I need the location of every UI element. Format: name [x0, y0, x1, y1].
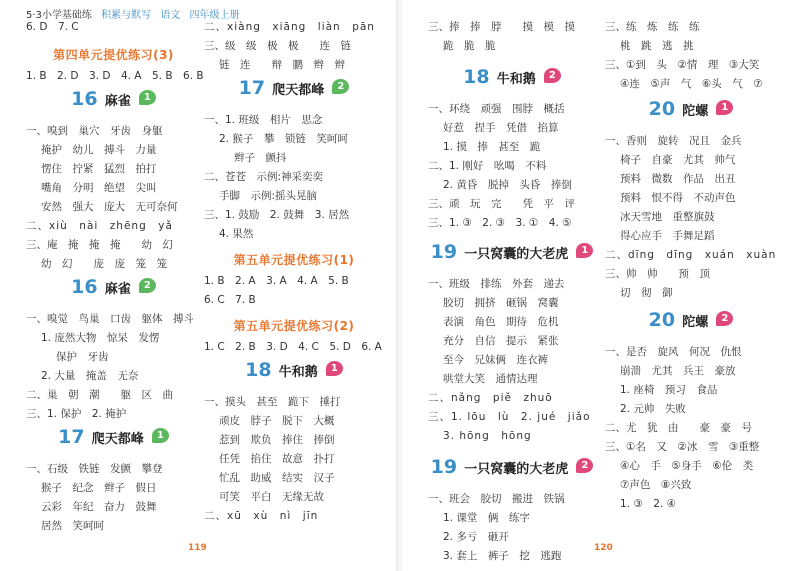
answer-line: 表演 角色 期待 危机 [443, 316, 559, 328]
answer-line: 惹到 欺负 捧住 捧倒 [219, 434, 335, 446]
answer-line: 一、环绕 顽强 围脖 概括 [428, 103, 565, 115]
lesson-number: 16 [71, 88, 98, 110]
answer-line: ⑦声色 ⑧兴致 [620, 479, 692, 491]
answer-line: ④心 手 ⑤身手 ⑥伦 类 [620, 460, 754, 472]
answer-line: 三、顽 玩 完 凭 平 评 [428, 198, 575, 210]
answer-line: 三、1. ③ 2. ③ 3. ① 4. ⑤ [428, 217, 572, 229]
answer-line: 二、xū xù nì jīn [204, 510, 319, 522]
answer-line: 好惹 捏手 凭借 掐算 [443, 122, 559, 134]
lesson-number: 18 [463, 66, 490, 88]
answer-line: 三、练 炼 练 练 [605, 21, 700, 33]
answer-line: 得心应手 手舞足蹈 [620, 230, 715, 242]
answer-line: 6. D 7. C [26, 21, 79, 33]
answer-line: 充分 自信 提示 紧张 [443, 335, 559, 347]
answer-line: 6. C 7. B [204, 294, 256, 306]
answer-line: 二、苍苍 示例:神采奕奕 [204, 171, 324, 183]
exercise-badge: 1 [716, 100, 733, 115]
answer-line: 预料 恨不得 不动声色 [620, 192, 736, 204]
answer-line: 至今 兄妹俩 连衣裤 [443, 354, 548, 366]
answer-line: 一、班级 排练 外套 递去 [428, 278, 565, 290]
exercise-badge: 1 [576, 243, 593, 258]
answer-line: 1. B 2. D 3. D 4. A 5. B 6. B [26, 70, 204, 82]
lesson-heading [26, 276, 201, 310]
answer-line: 三、1. 保护 2. 掩护 [26, 408, 127, 420]
answer-line: 1. 庞然大物 惊呆 发愣 [41, 332, 160, 344]
lesson-title: 麻雀 [104, 281, 131, 297]
answer-line: 切 彻 御 [620, 287, 673, 299]
answer-line: 三、①名 又 ②冰 雪 ③重整 [605, 441, 760, 453]
subject: 语文 [160, 10, 181, 21]
answer-line: 哄堂大笑 通情达理 [443, 373, 538, 385]
answer-line: 二、尤 犹 由 豪 豪 号 [605, 422, 752, 434]
answer-column-3 [428, 18, 596, 566]
book-title: 积累与默写 [101, 10, 152, 21]
answer-line: 2. 黄昏 脱掉 头昏 捧倒 [443, 179, 572, 191]
answer-line: 一、嗅觉 鸟巢 口齿 躯体 搏斗 [26, 313, 194, 325]
answer-line: 安然 强大 庞大 无可奈何 [41, 201, 178, 213]
answer-line: 任凭 掐住 故意 扑打 [219, 453, 335, 465]
lesson-number: 17 [238, 77, 266, 99]
answer-line: 1. 座椅 预习 食品 [620, 384, 718, 396]
unit-title: 第四单元提优练习(3) [53, 48, 174, 62]
answer-line: 二、xiàng xiāng liàn pān [204, 21, 375, 33]
lesson-number: 17 [58, 426, 85, 448]
exercise-badge: 2 [139, 278, 156, 293]
answer-line: 三、庵 掩 掩 掩 幼 幻 [26, 239, 173, 251]
answer-line: 预料 微数 作品 出丑 [620, 173, 736, 185]
answer-line: 一、1. 班级 相片 思念 [204, 114, 323, 126]
lesson-heading [605, 309, 777, 343]
answer-column-4 [605, 18, 777, 514]
answer-line: 胶切 拥挤 砸锅 窝囊 [443, 297, 559, 309]
answer-line: 愣住 拧紧 猛烈 拍打 [41, 163, 157, 175]
answer-line: 掩护 幼儿 搏斗 力量 [41, 144, 157, 156]
lesson-title: 牛和鹅 [278, 364, 318, 380]
answer-line: 1. 摸 捧 甚至 跪 [443, 141, 541, 153]
answer-line: 1. C 2. B 3. D 4. C 5. D 6. A [204, 341, 382, 353]
exercise-badge: 2 [332, 79, 349, 94]
answer-line: 云彩 年纪 奋力 鼓舞 [41, 501, 157, 513]
lesson-heading [605, 98, 777, 132]
answer-line: 辫子 颤抖 [234, 152, 287, 164]
lesson-title: 麻雀 [104, 93, 131, 109]
lesson-heading [428, 241, 596, 275]
answer-line: 2. 元帅 失败 [620, 403, 686, 415]
lesson-heading [428, 66, 596, 100]
lesson-title: 爬天都峰 [91, 431, 144, 447]
unit-title: 第五单元提优练习(1) [233, 253, 355, 267]
lesson-heading [428, 456, 596, 490]
answer-line: 桃 跳 逃 挑 [620, 40, 694, 52]
exercise-badge: 1 [152, 428, 169, 443]
lesson-title: 牛和鹅 [496, 71, 536, 87]
answer-line: 2. 多亏 砸开 [443, 531, 509, 543]
answer-line: 三、1. lōu lù 2. jué jiǎo [428, 411, 591, 423]
answer-line: 一、是否 旋风 何况 仇恨 [605, 346, 742, 358]
answer-line: 幼 幻 庞 庞 笼 笼 [41, 258, 167, 270]
answer-line: 保护 牙齿 [56, 351, 109, 363]
exercise-badge: 1 [139, 90, 156, 105]
right-page [402, 0, 800, 571]
answer-line: 跪 脆 脆 [443, 40, 496, 52]
unit-title: 第五单元提优练习(2) [233, 319, 355, 333]
lesson-title: 一只窝囊的大老虎 [464, 461, 569, 477]
lesson-number: 20 [648, 98, 676, 120]
answer-line: 手脚 示例:摇头晃脑 [219, 190, 318, 202]
lesson-number: 16 [71, 276, 98, 298]
exercise-badge: 1 [326, 361, 343, 376]
lesson-number: 19 [430, 456, 458, 478]
answer-line: 忙乱 助威 结实 汉子 [219, 472, 335, 484]
page-number: 120 [594, 543, 613, 553]
page-number: 119 [188, 543, 207, 553]
left-page [0, 0, 398, 571]
answer-line: 一、香则 旋转 况且 金兵 [605, 135, 742, 147]
answer-line: 顽皮 脖子 脱下 大概 [219, 415, 335, 427]
answer-line: 二、xiù nài zhēng yǎ [26, 220, 173, 232]
lesson-heading [204, 359, 384, 393]
lesson-number: 18 [245, 359, 272, 381]
answer-line: 2. 大量 掩盖 无奈 [41, 370, 139, 382]
answer-line: 三、级 级 极 极 连 链 [204, 40, 351, 52]
answer-line: 二、1. 刚好 吆喝 不料 [428, 160, 547, 172]
answer-line: 二、nǎng piě zhuō [428, 392, 553, 404]
series-name: 5·3小学基础练 [26, 10, 92, 21]
exercise-badge: 2 [544, 68, 561, 83]
answer-line: 3. hōng hōng [443, 430, 532, 442]
lesson-title: 陀螺 [682, 103, 709, 119]
answer-line: 2. 猴子 攀 锁链 笑呵呵 [219, 133, 348, 145]
answer-line: 可笑 平白 无缘无故 [219, 491, 324, 503]
answer-line: ④连 ⑤声 气 ⑥头 气 ⑦ [620, 78, 763, 90]
answer-line: 一、摸头 甚至 跪下 捶打 [204, 396, 341, 408]
exercise-badge: 2 [716, 311, 733, 326]
answer-line: 猴子 纪念 辫子 假日 [41, 482, 157, 494]
answer-line: 4. 果然 [219, 228, 254, 240]
answer-line: 二、巢 朝 潮 躯 区 曲 [26, 389, 173, 401]
answer-line: 1. 课堂 俩 练字 [443, 512, 530, 524]
lesson-title: 一只窝囊的大老虎 [464, 246, 569, 262]
answer-line: 一、石级 铁链 发颤 攀登 [26, 463, 163, 475]
lesson-heading [26, 88, 201, 122]
answer-line: 链 连 辩 鹏 辫 辫 [219, 59, 345, 71]
answer-line: 三、①到 头 ②情 理 ③大笑 [605, 59, 760, 71]
answer-line: 冰天雪地 重整旗鼓 [620, 211, 715, 223]
answer-line: 3. 套上 裤子 挖 逃跑 [443, 550, 562, 562]
answer-line: 嘴角 分明 绝望 尖叫 [41, 182, 157, 194]
answer-line: 居然 笑呵呵 [41, 520, 104, 532]
answer-line: 一、班会 胶切 搬进 铁锅 [428, 493, 565, 505]
answer-line: 1. B 2. A 3. A 4. A 5. B [204, 275, 349, 287]
answer-line: 三、1. 鼓励 2. 鼓舞 3. 居然 [204, 209, 350, 221]
answer-line: 一、嗅到 巢穴 牙齿 身躯 [26, 125, 163, 137]
lesson-heading [26, 426, 201, 460]
answer-column-2 [204, 18, 384, 526]
answer-column-1 [26, 18, 204, 536]
lesson-title: 爬天都峰 [272, 82, 325, 98]
answer-line: 椅子 自豪 尤其 帅气 [620, 154, 736, 166]
answer-line: 1. ③ 2. ④ [620, 498, 677, 510]
answer-line: 二、dīng dīng xuán xuàn [605, 249, 777, 261]
exercise-badge: 2 [576, 458, 593, 473]
grade: 四年级上册 [189, 10, 240, 21]
lesson-number: 19 [430, 241, 458, 263]
answer-line: 三、捧 捧 脖 摸 模 摸 [428, 21, 575, 33]
lesson-heading [204, 77, 384, 111]
lesson-title: 陀螺 [682, 314, 709, 330]
answer-line: 三、帅 帅 预 顶 [605, 268, 710, 280]
lesson-number: 20 [648, 309, 676, 331]
answer-line: 崩溃 尤其 兵王 豪放 [620, 365, 736, 377]
